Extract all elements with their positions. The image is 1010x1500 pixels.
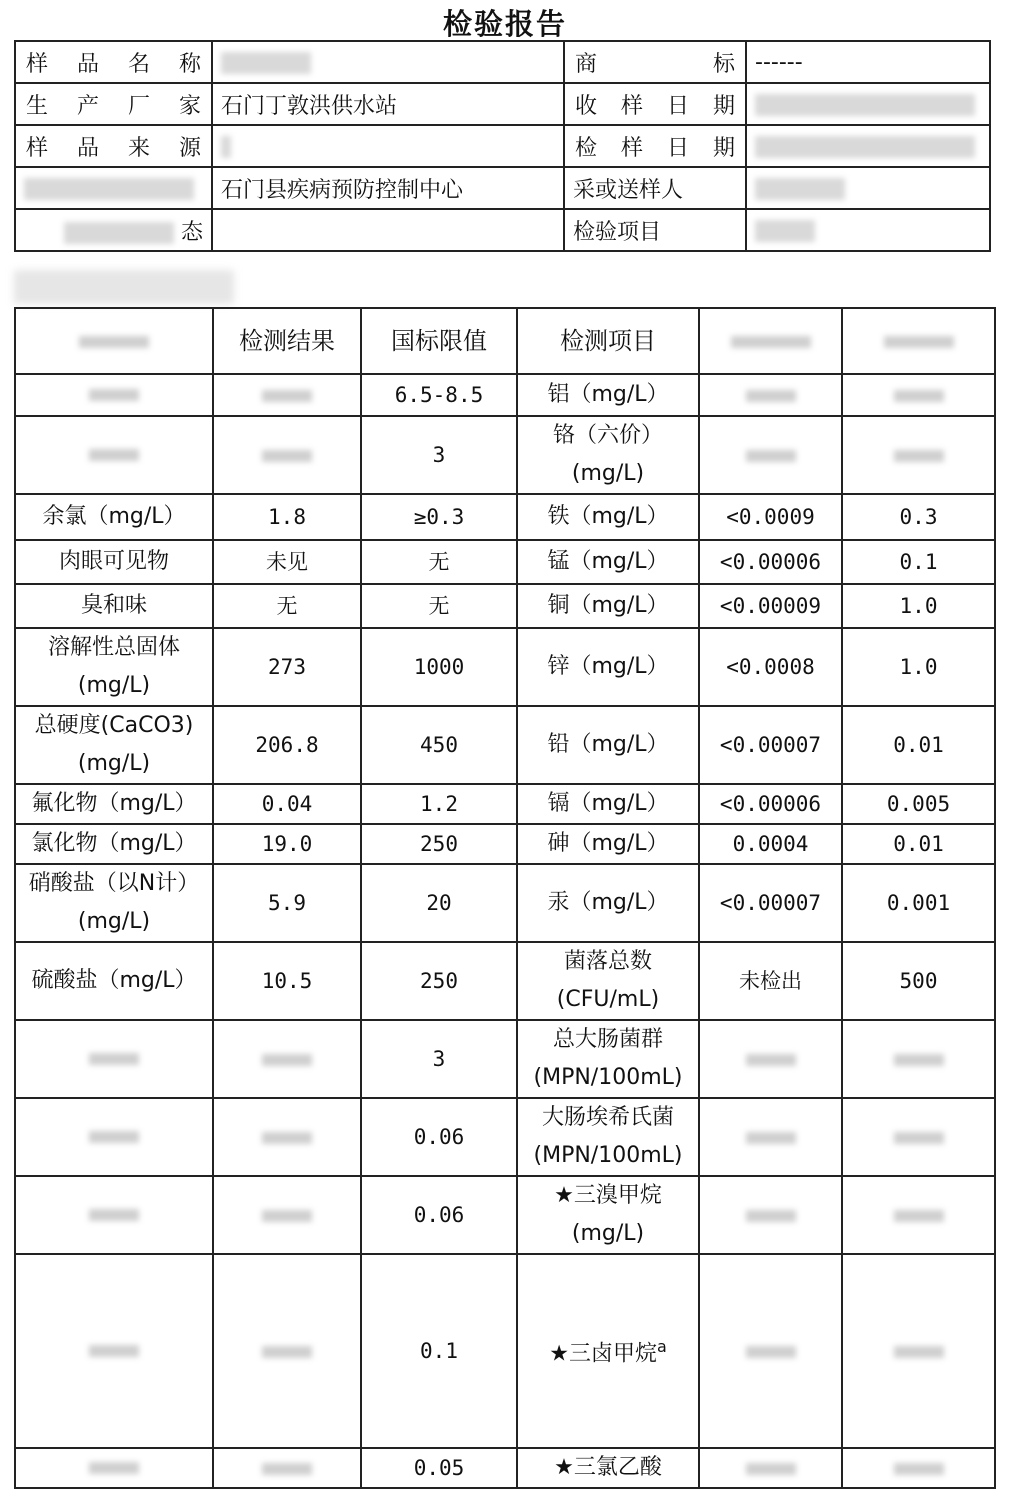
redacted-value: [894, 390, 944, 402]
header-result-1: 检测结果: [213, 308, 361, 374]
table-row: [15, 1098, 995, 1176]
cell-result2: [699, 1098, 842, 1176]
redacted-value: [89, 1345, 139, 1357]
trademark-value: ------: [746, 41, 990, 83]
cell-text: 0.06: [413, 1125, 465, 1149]
cell-item2: [517, 706, 699, 784]
cell-result2: [699, 784, 842, 824]
cell-item1: [15, 784, 213, 824]
cell-text: 250: [420, 832, 458, 856]
cell-item1: [15, 628, 213, 706]
cell-text: ★三溴甲烷(mg/L): [554, 1183, 662, 1246]
cell-limit2: [842, 1254, 995, 1448]
redacted-value: [262, 450, 312, 462]
cell-result1: [213, 374, 361, 416]
cell-text: 大肠埃希氏菌(MPN/100mL): [533, 1105, 683, 1168]
cell-result2: [699, 628, 842, 706]
cell-text: <0.0009: [726, 505, 815, 529]
header-item-2: 检测项目: [517, 308, 699, 374]
cell-result1: [213, 706, 361, 784]
cell-limit1: [361, 494, 517, 540]
cell-limit1: [361, 584, 517, 628]
cell-item1: [15, 942, 213, 1020]
cell-text: 0.1: [420, 1339, 458, 1363]
sample-source-value: [212, 125, 564, 167]
cell-result1: [213, 942, 361, 1020]
cell-result1: [213, 1098, 361, 1176]
redacted-value: [746, 450, 796, 462]
cell-text: <0.00006: [719, 550, 822, 574]
cell-item2: [517, 416, 699, 494]
cell-item1: [15, 374, 213, 416]
cell-result1: [213, 784, 361, 824]
cell-item1: [15, 1254, 213, 1448]
cell-text: 未检出: [739, 969, 802, 993]
cell-item2: [517, 1448, 699, 1488]
cell-result2: [699, 584, 842, 628]
cell-limit1: [361, 1176, 517, 1254]
cell-text: 硫酸盐（mg/L）: [31, 968, 197, 993]
redacted-value: [89, 1131, 139, 1143]
info-row: [15, 125, 990, 167]
cell-text: 250: [420, 969, 458, 993]
cell-limit2: [842, 628, 995, 706]
cell-item1: [15, 824, 213, 864]
redacted-value: [746, 1210, 796, 1222]
receive-date-label: 收 样 日 期: [564, 83, 746, 125]
cell-item2: [517, 374, 699, 416]
cell-item2: [517, 540, 699, 584]
redacted-value: [894, 1054, 944, 1066]
footnote-marker: a: [656, 1337, 667, 1357]
state-value: [212, 209, 564, 251]
cell-text: 3: [432, 1047, 446, 1071]
test-items-label: 检验项目: [564, 209, 746, 251]
redacted-value: [89, 449, 139, 461]
cell-limit1: [361, 824, 517, 864]
manufacturer-label: 生 产 厂 家: [15, 83, 212, 125]
cell-text: 0.01: [893, 733, 944, 757]
cell-limit1: [361, 706, 517, 784]
cell-limit1: [361, 784, 517, 824]
cell-text: 砷（mg/L）: [547, 831, 669, 856]
table-row: [15, 784, 995, 824]
cell-text: 总硬度(CaCO3)(mg/L): [34, 713, 194, 776]
cell-text: 0.01: [893, 832, 944, 856]
cell-limit2: [842, 1176, 995, 1254]
cell-limit2: [842, 584, 995, 628]
cell-result2: [699, 374, 842, 416]
redacted-value: [894, 1463, 944, 1475]
cell-text: <0.00009: [719, 594, 822, 618]
redacted-value: [894, 1132, 944, 1144]
cell-text: 10.5: [261, 969, 313, 993]
cell-text: 无: [276, 594, 298, 618]
cell-text: 0.06: [413, 1203, 465, 1227]
cell-limit2: [842, 824, 995, 864]
cell-item1: [15, 1098, 213, 1176]
cell-result1: [213, 628, 361, 706]
info-row: [15, 167, 990, 209]
redacted-value: [894, 1210, 944, 1222]
cell-result2: [699, 824, 842, 864]
cell-text: 臭和味: [80, 593, 147, 618]
cell-result1: [213, 1020, 361, 1098]
cell-limit2: [842, 374, 995, 416]
cell-limit1: [361, 942, 517, 1020]
cell-result2: [699, 706, 842, 784]
sender-value: [746, 167, 990, 209]
cell-item2: [517, 824, 699, 864]
sample-name-label: 样 品 名 称: [15, 41, 212, 83]
redacted-value: [89, 1053, 139, 1065]
cell-result2: [699, 1176, 842, 1254]
sample-info-table: [14, 40, 991, 252]
redacted-value: [262, 390, 312, 402]
cell-limit1: [361, 1254, 517, 1448]
receive-date-value: [746, 83, 990, 125]
cell-text: 5.9: [268, 891, 306, 915]
cell-text: 500: [899, 969, 938, 993]
table-row: [15, 628, 995, 706]
cell-limit1: [361, 1448, 517, 1488]
cell-text: 锰（mg/L）: [547, 549, 669, 574]
cell-text: 氟化物（mg/L）: [31, 791, 197, 816]
cell-text: 0.1: [899, 550, 938, 574]
redacted-value: [262, 1054, 312, 1066]
cell-result2: [699, 1020, 842, 1098]
cell-result1: [213, 1176, 361, 1254]
cell-result2: [699, 494, 842, 540]
header-limit-1: 国标限值: [361, 308, 517, 374]
cell-text: 铬（六价）(mg/L): [552, 423, 663, 486]
cell-text: 1000: [413, 655, 465, 679]
redacted-value: [262, 1210, 312, 1222]
redacted-value: [746, 390, 796, 402]
cell-item2: [517, 942, 699, 1020]
cell-text: 0.3: [899, 505, 938, 529]
cell-limit1: [361, 1020, 517, 1098]
redacted-value: [89, 1462, 139, 1474]
cell-text: 206.8: [255, 733, 319, 757]
table-row: [15, 1448, 995, 1488]
cell-item1: [15, 1448, 213, 1488]
cell-text: <0.00007: [719, 891, 822, 915]
table-row: [15, 1254, 995, 1448]
redacted-value: [746, 1463, 796, 1475]
cell-item1: [15, 540, 213, 584]
cell-text: 0.05: [413, 1456, 465, 1480]
cell-item2: [517, 784, 699, 824]
cell-result1: [213, 416, 361, 494]
cell-result1: [213, 864, 361, 942]
redacted-value: [746, 1346, 796, 1358]
cell-item2: [517, 1020, 699, 1098]
cell-text: <0.00007: [719, 733, 822, 757]
cell-text: 余氯（mg/L）: [42, 504, 186, 529]
cell-text: 铝（mg/L）: [547, 382, 669, 407]
cell-limit2: [842, 706, 995, 784]
cell-item2: [517, 1254, 699, 1448]
table-row: [15, 942, 995, 1020]
table-row: [15, 494, 995, 540]
info-row: [15, 209, 990, 251]
test-items-value: [746, 209, 990, 251]
cell-text: ★三卤甲烷: [549, 1341, 657, 1367]
cell-text: 溶解性总固体(mg/L): [47, 635, 180, 698]
sample-name-value: [212, 41, 564, 83]
cell-limit2: [842, 1448, 995, 1488]
cell-item1: [15, 1176, 213, 1254]
cell-text: 1.0: [899, 594, 938, 618]
cell-limit1: [361, 374, 517, 416]
cell-item1: [15, 416, 213, 494]
header-item-1: [15, 308, 213, 374]
cell-limit2: [842, 494, 995, 540]
redacted-strip: [14, 270, 234, 304]
cell-item2: [517, 584, 699, 628]
sender-label: 采或送样人: [564, 167, 746, 209]
trademark-label: 商 标: [564, 41, 746, 83]
unit-value: 石门县疾病预防控制中心: [212, 167, 564, 209]
header-limit-2: [842, 308, 995, 374]
table-row: [15, 540, 995, 584]
cell-text: 1.8: [268, 505, 306, 529]
cell-item2: [517, 628, 699, 706]
cell-limit1: [361, 628, 517, 706]
redacted-value: [89, 1209, 139, 1221]
cell-text: 1.2: [420, 792, 458, 816]
table-row: [15, 416, 995, 494]
cell-text: 肉眼可见物: [58, 549, 169, 574]
cell-result2: [699, 942, 842, 1020]
cell-result2: [699, 416, 842, 494]
table-row: [15, 1020, 995, 1098]
cell-text: 6.5-8.5: [394, 383, 484, 407]
table-row: [15, 584, 995, 628]
cell-text: ≥0.3: [413, 505, 465, 529]
cell-text: 3: [432, 443, 446, 467]
results-body: [15, 374, 995, 1488]
cell-text: 450: [420, 733, 458, 757]
cell-result1: [213, 494, 361, 540]
cell-text: <0.00006: [719, 792, 822, 816]
cell-limit2: [842, 416, 995, 494]
table-row: [15, 1176, 995, 1254]
cell-limit1: [361, 864, 517, 942]
results-table: [14, 307, 996, 1489]
cell-text: 无: [428, 594, 450, 618]
table-row: [15, 864, 995, 942]
cell-result1: [213, 540, 361, 584]
cell-limit1: [361, 540, 517, 584]
cell-limit2: [842, 540, 995, 584]
cell-result2: [699, 864, 842, 942]
cell-limit2: [842, 784, 995, 824]
cell-text: 镉（mg/L）: [547, 791, 669, 816]
table-row: [15, 374, 995, 416]
cell-result2: [699, 1254, 842, 1448]
state-label: [15, 209, 212, 251]
cell-text: 0.005: [886, 792, 951, 816]
cell-result2: [699, 1448, 842, 1488]
cell-text: 0.0004: [732, 832, 809, 856]
test-date-value: [746, 125, 990, 167]
cell-text: 总大肠菌群(MPN/100mL): [533, 1027, 683, 1090]
cell-item2: [517, 494, 699, 540]
cell-text: 19.0: [261, 832, 313, 856]
header-row: [15, 308, 995, 374]
cell-text: 菌落总数(CFU/mL): [556, 949, 660, 1012]
cell-result1: [213, 1448, 361, 1488]
cell-limit1: [361, 416, 517, 494]
cell-limit2: [842, 864, 995, 942]
test-date-label: 检 样 日 期: [564, 125, 746, 167]
cell-text: 锌（mg/L）: [547, 654, 669, 679]
redacted-value: [746, 1132, 796, 1144]
redacted-value: [894, 450, 944, 462]
cell-result1: [213, 824, 361, 864]
state-label-text: 态: [180, 219, 203, 245]
cell-item2: [517, 1176, 699, 1254]
redacted-value: [89, 389, 139, 401]
cell-item1: [15, 1020, 213, 1098]
redacted-value: [262, 1346, 312, 1358]
cell-limit2: [842, 1020, 995, 1098]
cell-item1: [15, 584, 213, 628]
cell-text: 0.04: [261, 792, 313, 816]
sample-source-label: 样 品 来 源: [15, 125, 212, 167]
unit-label: [15, 167, 212, 209]
cell-result2: [699, 540, 842, 584]
table-row: [15, 824, 995, 864]
cell-text: 无: [428, 550, 450, 574]
cell-text: 硝酸盐（以N计）(mg/L): [28, 871, 200, 934]
redacted-value: [262, 1132, 312, 1144]
info-row: [15, 41, 990, 83]
info-row: [15, 83, 990, 125]
cell-text: 铜（mg/L）: [547, 593, 669, 618]
cell-item1: [15, 494, 213, 540]
cell-limit1: [361, 1098, 517, 1176]
cell-text: 1.0: [899, 655, 938, 679]
cell-text: 0.001: [886, 891, 951, 915]
cell-limit2: [842, 942, 995, 1020]
cell-result1: [213, 1254, 361, 1448]
cell-item2: [517, 864, 699, 942]
header-result-2: [699, 308, 842, 374]
redacted-value: [894, 1346, 944, 1358]
redacted-value: [746, 1054, 796, 1066]
redacted-value: [262, 1463, 312, 1475]
cell-text: 汞（mg/L）: [547, 890, 669, 915]
cell-limit2: [842, 1098, 995, 1176]
cell-text: 铁（mg/L）: [547, 504, 669, 529]
manufacturer-value: 石门丁敦洪供水站: [212, 83, 564, 125]
cell-result1: [213, 584, 361, 628]
cell-text: 20: [426, 891, 452, 915]
cell-item1: [15, 864, 213, 942]
report-title: 检验报告: [442, 7, 567, 41]
cell-text: 氯化物（mg/L）: [31, 831, 197, 856]
cell-item2: [517, 1098, 699, 1176]
table-row: [15, 706, 995, 784]
cell-text: 未见: [266, 550, 308, 574]
cell-text: <0.0008: [726, 655, 815, 679]
cell-text: 273: [268, 655, 306, 679]
cell-text: 铅（mg/L）: [547, 732, 669, 757]
cell-item1: [15, 706, 213, 784]
cell-text: ★三氯乙酸: [554, 1455, 662, 1480]
